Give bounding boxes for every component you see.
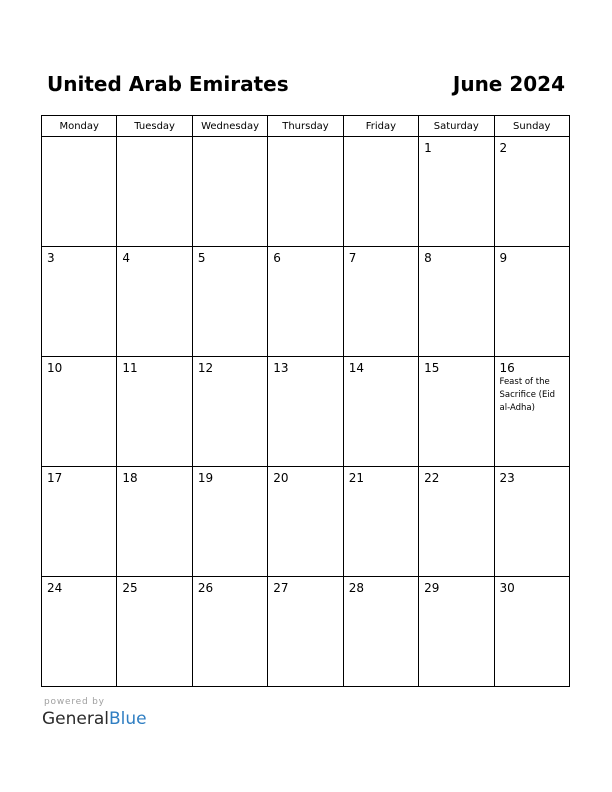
day-number: 25	[122, 581, 138, 595]
day-number: 1	[424, 141, 432, 155]
day-cell	[192, 247, 267, 357]
weekday-header-row	[42, 116, 570, 137]
weekday-header: Monday	[42, 116, 117, 137]
day-number: 17	[47, 471, 63, 485]
day-number: 5	[197, 251, 206, 265]
day-cell	[192, 467, 267, 577]
day-cell	[192, 357, 267, 467]
day-number: 18	[122, 471, 138, 485]
day-number: 3	[47, 251, 55, 265]
day-cell	[117, 137, 192, 247]
day-number: 9	[499, 251, 508, 265]
day-cell	[268, 467, 343, 577]
day-number: 21	[348, 471, 364, 485]
day-cell	[42, 357, 117, 467]
day-number: 30	[499, 581, 515, 595]
day-number: 12	[197, 361, 214, 375]
day-cell	[343, 467, 418, 577]
day-number: 6	[273, 251, 281, 265]
brand-name-blue: Blue	[109, 709, 147, 729]
day-number: 26	[197, 581, 214, 595]
day-number: 4	[122, 251, 131, 265]
day-number: 20	[273, 471, 289, 485]
day-cell	[42, 137, 117, 247]
week-row	[42, 247, 570, 357]
week-row	[42, 357, 570, 467]
day-cell	[419, 137, 494, 247]
day-cell	[494, 247, 569, 357]
day-cell	[42, 467, 117, 577]
footer-branding	[42, 697, 147, 729]
day-number: 28	[348, 581, 364, 595]
day-cell	[419, 247, 494, 357]
week-row	[42, 577, 570, 687]
country-title: United Arab Emirates	[47, 72, 289, 96]
day-number: 8	[424, 251, 432, 265]
day-cell	[343, 137, 418, 247]
powered-by-text: powered by	[44, 697, 105, 707]
day-cell	[419, 357, 494, 467]
weekday-header: Sunday	[494, 116, 569, 137]
day-number: 2	[499, 141, 508, 155]
day-cell	[268, 357, 343, 467]
weekday-header: Friday	[343, 116, 418, 137]
day-cell	[117, 247, 192, 357]
day-cell	[494, 357, 569, 467]
weekday-header: Saturday	[419, 116, 494, 137]
day-cell	[343, 577, 418, 687]
brand-logo	[42, 709, 147, 729]
day-cell	[268, 247, 343, 357]
day-cell	[494, 577, 569, 687]
day-number: 10	[47, 361, 63, 375]
day-number: 14	[348, 361, 364, 375]
week-row	[42, 467, 570, 577]
day-cell	[42, 247, 117, 357]
day-cell	[494, 137, 569, 247]
day-cell	[419, 467, 494, 577]
day-number: 13	[273, 361, 289, 375]
day-cell	[419, 577, 494, 687]
day-cell	[192, 137, 267, 247]
day-number: 22	[424, 471, 440, 485]
day-number: 7	[348, 251, 357, 265]
day-cell	[117, 577, 192, 687]
day-number: 27	[273, 581, 289, 595]
month-year-title: June 2024	[452, 72, 565, 96]
weekday-header: Tuesday	[117, 116, 192, 137]
day-cell	[343, 357, 418, 467]
day-cell	[268, 137, 343, 247]
day-cell	[42, 577, 117, 687]
day-number: 11	[122, 361, 138, 375]
day-number: 15	[424, 361, 440, 375]
brand-name-general: General	[42, 709, 109, 729]
day-cell	[268, 577, 343, 687]
day-number: 23	[499, 471, 515, 485]
day-cell	[117, 467, 192, 577]
day-number: 29	[424, 581, 440, 595]
day-cell	[494, 467, 569, 577]
weekday-header: Thursday	[268, 116, 343, 137]
day-cell	[343, 247, 418, 357]
holiday-label: Feast of the Sacrifice (Eid al-Adha)	[499, 377, 556, 413]
day-number: 24	[47, 581, 63, 595]
day-number: 16	[499, 361, 515, 375]
day-cell	[117, 357, 192, 467]
weekday-header: Wednesday	[192, 116, 267, 137]
calendar-grid	[41, 115, 570, 687]
week-row	[42, 137, 570, 247]
day-cell	[192, 577, 267, 687]
day-number: 19	[197, 471, 214, 485]
